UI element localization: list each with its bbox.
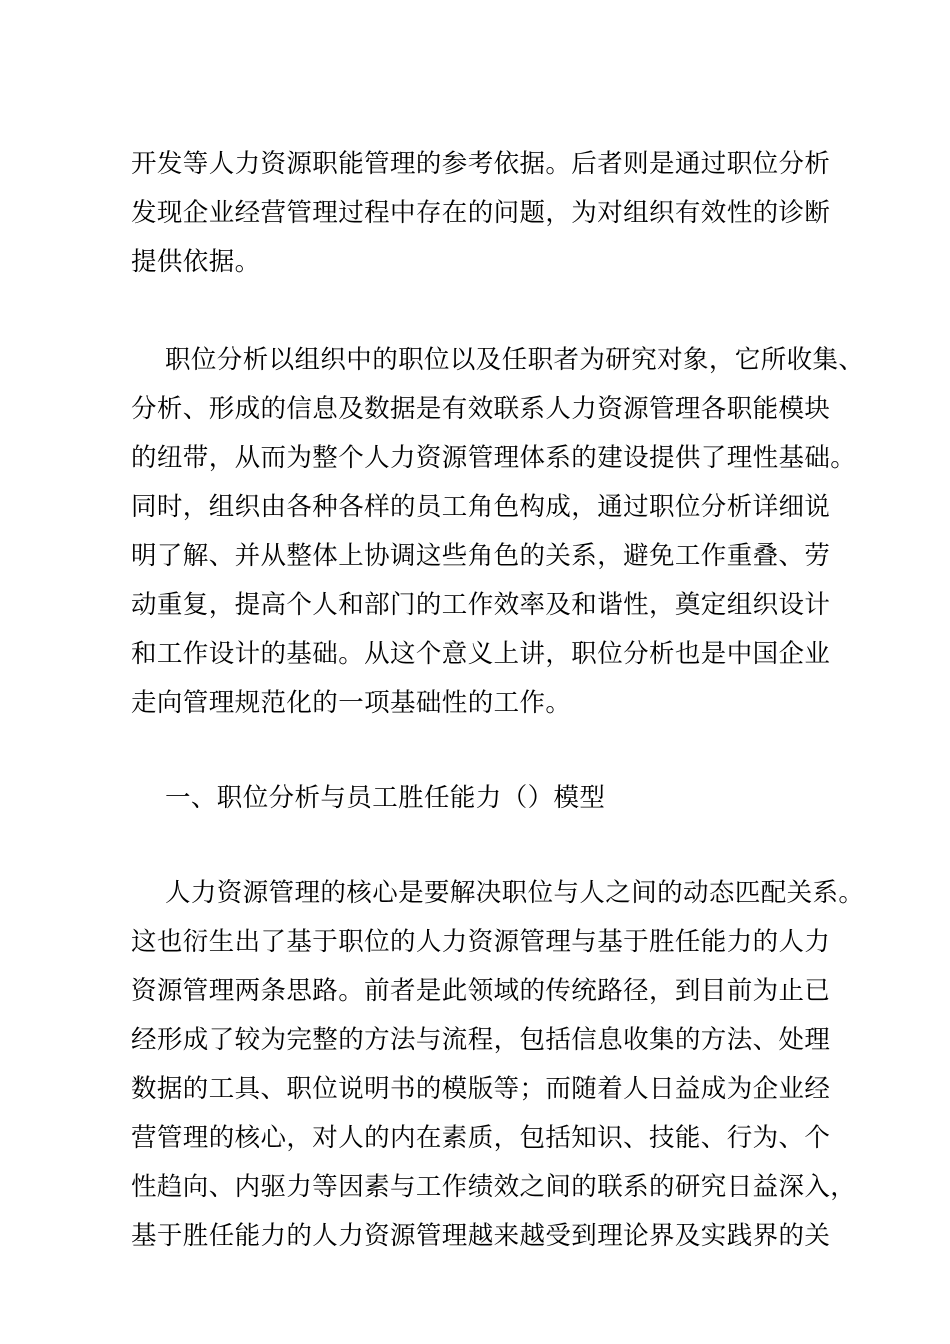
text-line: 分析、形成的信息及数据是有效联系人力资源管理各职能模块 bbox=[131, 394, 831, 424]
text-line: 同时，组织由各种各样的员工角色构成，通过职位分析详细说 bbox=[131, 492, 831, 522]
text-line: 营管理的核心，对人的内在素质，包括知识、技能、行为、个 bbox=[131, 1123, 831, 1153]
text-line: 经形成了较为完整的方法与流程，包括信息收集的方法、处理 bbox=[131, 1025, 831, 1055]
text-line: 这也衍生出了基于职位的人力资源管理与基于胜任能力的人力 bbox=[131, 927, 831, 957]
paragraph-2 bbox=[131, 336, 865, 728]
document-page bbox=[131, 140, 865, 1261]
paragraph-spacer bbox=[131, 287, 831, 336]
text-line: 和工作设计的基础。从这个意义上讲，职位分析也是中国企业 bbox=[131, 639, 831, 669]
text-line: 性趋向、内驱力等因素与工作绩效之间的联系的研究日益深入， bbox=[131, 1172, 857, 1202]
paragraph-spacer bbox=[131, 728, 831, 774]
text-line: 动重复，提高个人和部门的工作效率及和谐性，奠定组织设计 bbox=[131, 590, 831, 620]
text-line: 数据的工具、职位说明书的模版等；而随着人日益成为企业经 bbox=[131, 1074, 831, 1104]
paragraph-3 bbox=[131, 869, 865, 1261]
text-line: 基于胜任能力的人力资源管理越来越受到理论界及实践界的关 bbox=[131, 1221, 831, 1251]
text-line: 的纽带，从而为整个人力资源管理体系的建设提供了理性基础。 bbox=[131, 443, 857, 473]
heading-text: 一、职位分析与员工胜任能力（）模型 bbox=[165, 783, 606, 813]
text-line: 发现企业经营管理过程中存在的问题，为对组织有效性的诊断 bbox=[131, 198, 831, 228]
text-line: 开发等人力资源职能管理的参考依据。后者则是通过职位分析 bbox=[131, 149, 831, 179]
text-line: 走向管理规范化的一项基础性的工作。 bbox=[131, 688, 572, 718]
section-heading bbox=[131, 774, 831, 823]
paragraph-1 bbox=[131, 140, 831, 287]
text-line: 职位分析以组织中的职位以及任职者为研究对象，它所收集、 bbox=[165, 345, 865, 375]
text-line: 人力资源管理的核心是要解决职位与人之间的动态匹配关系。 bbox=[165, 878, 865, 908]
paragraph-spacer bbox=[131, 823, 831, 869]
text-line: 资源管理两条思路。前者是此领域的传统路径，到目前为止已 bbox=[131, 976, 831, 1006]
text-line: 明了解、并从整体上协调这些角色的关系，避免工作重叠、劳 bbox=[131, 541, 831, 571]
text-line: 提供依据。 bbox=[131, 247, 261, 277]
